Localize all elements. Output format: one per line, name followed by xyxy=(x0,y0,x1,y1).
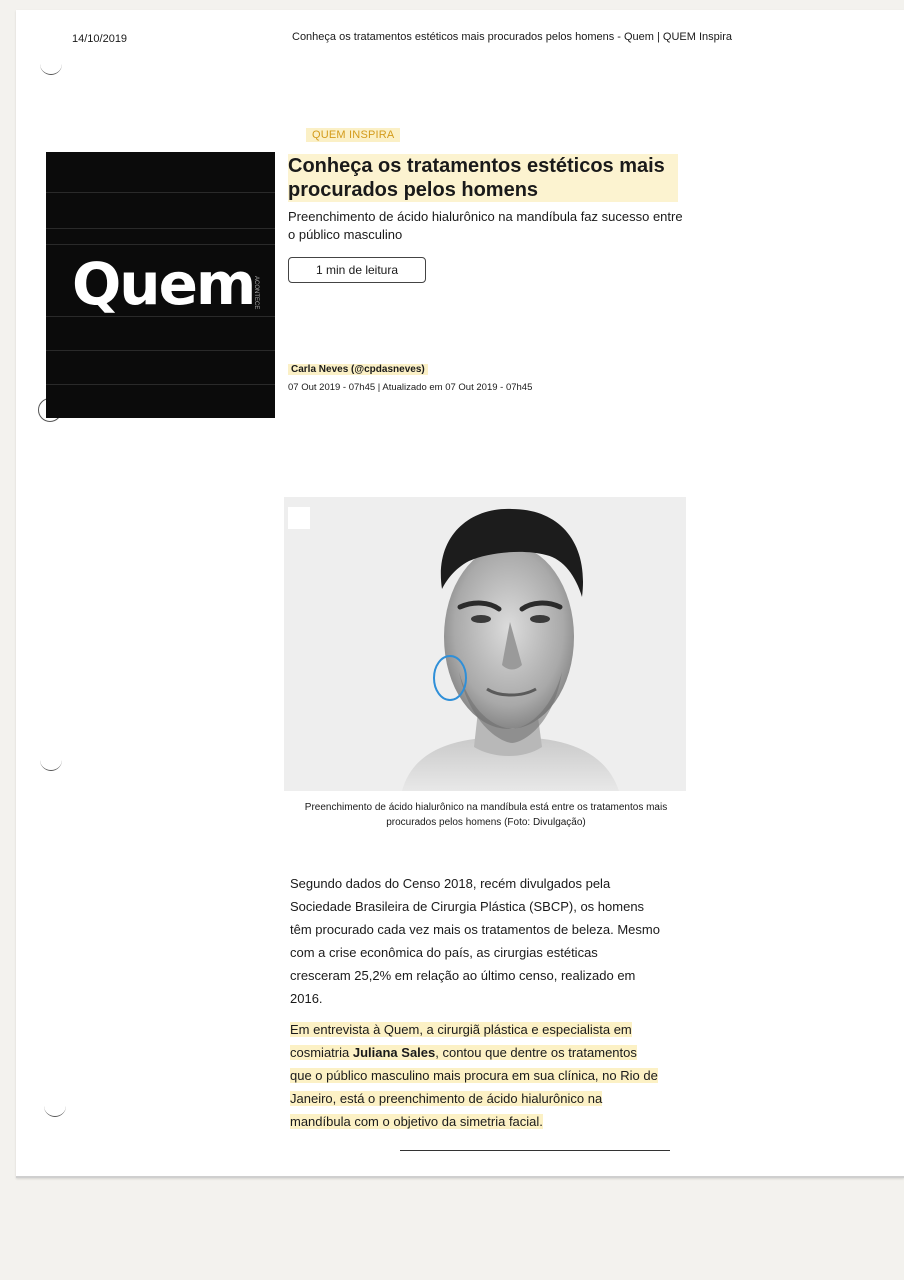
article-paragraph-1: Segundo dados do Censo 2018, recém divulgados pela Sociedade Brasileira de Cirurgia Plástica (SBCP), os homens têm procurado cada vez mais os tratamentos de beleza. Mesmo com a crise econômica do país, as cirurgias estéticas cresceram 25,2% em relação ao último censo, realizado em 2016. xyxy=(290,876,660,1006)
binder-hole xyxy=(40,758,62,771)
man-portrait-image xyxy=(284,497,686,791)
binder-hole xyxy=(44,1104,66,1117)
quem-logo[interactable] xyxy=(46,152,275,418)
paragraph-2-text-start: Em entrevista à Quem, a cirurgiã plástica e especialista em cosmiatria xyxy=(290,1022,632,1060)
article-headline: Conheça os tratamentos estéticos mais procurados pelos homens xyxy=(288,154,678,202)
footer-rule xyxy=(400,1150,670,1151)
image-caption: Preenchimento de ácido hialurônico na mandíbula está entre os tratamentos mais procurados pelos homens (Foto: Divulgação) xyxy=(304,802,668,828)
logo-wordmark: Quem xyxy=(72,250,255,318)
print-page-title: Conheça os tratamentos estéticos mais procurados pelos homens - Quem | QUEM Inspira xyxy=(292,31,732,43)
logo-subtext: ACONTECE xyxy=(253,276,259,310)
author-name[interactable]: Carla Neves (@cpdasneves) xyxy=(288,364,428,375)
section-tag[interactable]: QUEM INSPIRA xyxy=(306,128,400,142)
publish-dates: 07 Out 2019 - 07h45 | Atualizado em 07 Out 2019 - 07h45 xyxy=(288,382,533,393)
article-subheadline: Preenchimento de ácido hialurônico na mandíbula faz sucesso entre o público masculino xyxy=(288,209,683,242)
specialist-name: Juliana Sales xyxy=(352,1045,436,1060)
print-date: 14/10/2019 xyxy=(72,33,128,45)
article-photo xyxy=(284,497,686,791)
binder-hole xyxy=(40,62,62,75)
article-paragraph-2 xyxy=(290,1018,662,1133)
paragraph-2-text-end: , contou que dentre os tratamentos que o público masculino mais procura em sua clínica, no Rio de Janeiro, está o preenchimento de ácido hialurônico na mandíbula com o objetivo da simetria facial. xyxy=(290,1045,658,1129)
read-time-badge: 1 min de leitura xyxy=(288,257,426,283)
